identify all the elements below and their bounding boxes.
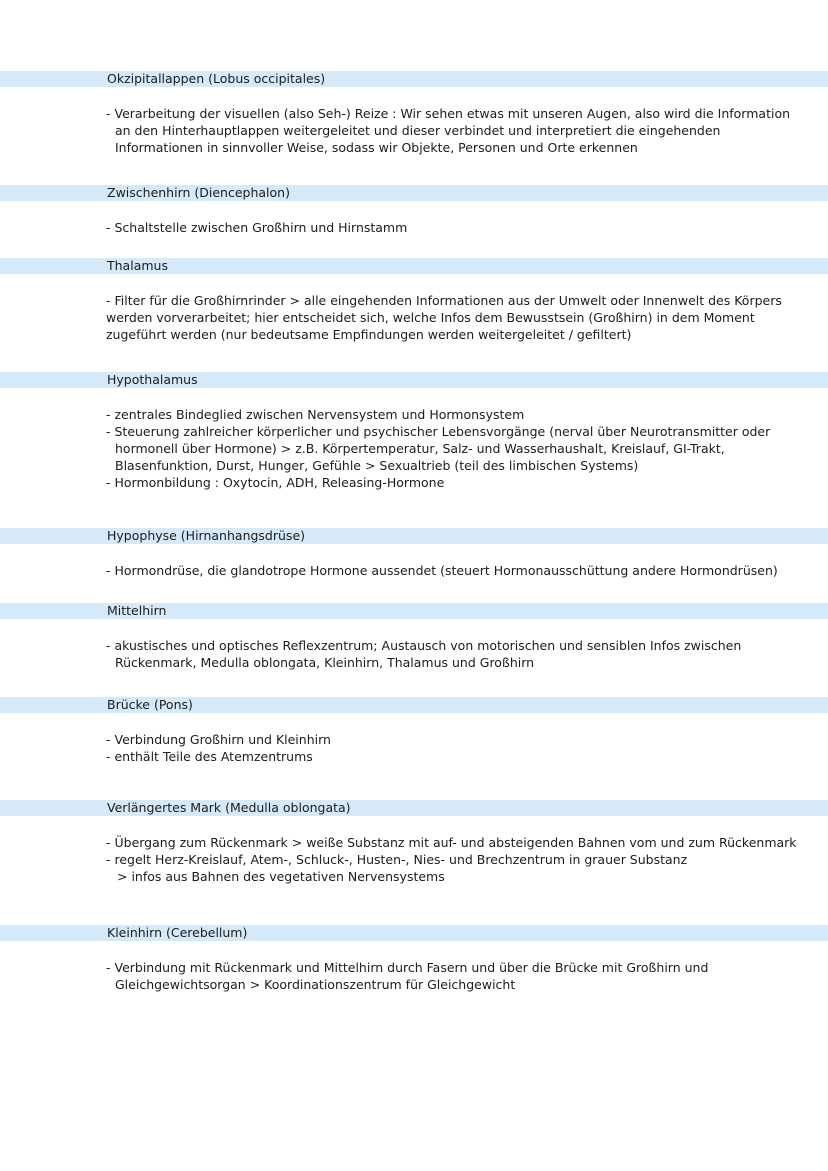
section-heading-hypophyse: Hypophyse (Hirnanhangsdrüse): [107, 528, 306, 543]
section-heading-bruecke: Brücke (Pons): [107, 697, 193, 712]
text-line: Gleichgewichtsorgan > Koordinationszentrum für Gleichgewicht: [115, 977, 516, 992]
text-line: - Verbindung mit Rückenmark und Mittelhirn durch Fasern und über die Brücke mit Großhirn und: [106, 960, 709, 975]
section-heading-hypothalamus: Hypothalamus: [107, 372, 198, 387]
text-line: - Hormondrüse, die glandotrope Hormone aussendet (steuert Hormonausschüttung andere Hormondrüsen): [106, 563, 778, 578]
text-line: - Steuerung zahlreicher körperlicher und psychischer Lebensvorgänge (nerval über Neurotransmitter oder: [106, 424, 771, 439]
section-heading-mittelhirn: Mittelhirn: [107, 603, 167, 618]
text-line: - Filter für die Großhirnrinder > alle eingehenden Informationen aus der Umwelt oder Innenwelt des Körpers: [106, 293, 782, 308]
text-line: Informationen in sinnvoller Weise, sodass wir Objekte, Personen und Orte erkennen: [115, 140, 638, 155]
text-line: hormonell über Hormone) > z.B. Körpertemperatur, Salz- und Wasserhaushalt, Kreislauf, GI-Trakt,: [115, 441, 725, 456]
text-line: - zentrales Bindeglied zwischen Nervensystem und Hormonsystem: [106, 407, 525, 422]
section-heading-verlaengertes-mark: Verlängertes Mark (Medulla oblongata): [107, 800, 351, 815]
section-heading-thalamus: Thalamus: [107, 258, 168, 273]
text-line: - Übergang zum Rückenmark > weiße Substanz mit auf- und absteigenden Bahnen vom und zum Rückenmark: [106, 835, 797, 850]
section-heading-okzipitallappen: Okzipitallappen (Lobus occipitales): [107, 71, 326, 86]
text-line: Rückenmark, Medulla oblongata, Kleinhirn, Thalamus und Großhirn: [115, 655, 535, 670]
text-line: - enthält Teile des Atemzentrums: [106, 749, 313, 764]
text-line: zugeführt werden (nur bedeutsame Empfindungen werden weitergeleitet / gefiltert): [106, 327, 632, 342]
text-line: - Verarbeitung der visuellen (also Seh-) Reize : Wir sehen etwas mit unseren Augen, also wird die Information: [106, 106, 791, 121]
text-line: an den Hinterhauptlappen weitergeleitet und dieser verbindet und interpretiert die eingehenden: [115, 123, 721, 138]
text-line: Blasenfunktion, Durst, Hunger, Gefühle > Sexualtrieb (teil des limbischen Systems): [115, 458, 639, 473]
text-line: - regelt Herz-Kreislauf, Atem-, Schluck-, Husten-, Nies- und Brechzentrum in grauer Substanz: [106, 852, 688, 867]
text-line: - akustisches und optisches Reflexzentrum; Austausch von motorischen und sensiblen Infos zwischen: [106, 638, 742, 653]
text-line: - Schaltstelle zwischen Großhirn und Hirnstamm: [106, 220, 408, 235]
text-line: werden vorverarbeitet; hier entscheidet sich, welche Infos dem Bewusstsein (Großhirn) in dem Moment: [106, 310, 755, 325]
section-heading-zwischenhirn: Zwischenhirn (Diencephalon): [107, 185, 290, 200]
text-line: - Verbindung Großhirn und Kleinhirn: [106, 732, 331, 747]
section-heading-kleinhirn: Kleinhirn (Cerebellum): [107, 925, 248, 940]
text-line: - Hormonbildung : Oxytocin, ADH, Releasing-Hormone: [106, 475, 445, 490]
text-line: > infos aus Bahnen des vegetativen Nervensystems: [117, 869, 445, 884]
